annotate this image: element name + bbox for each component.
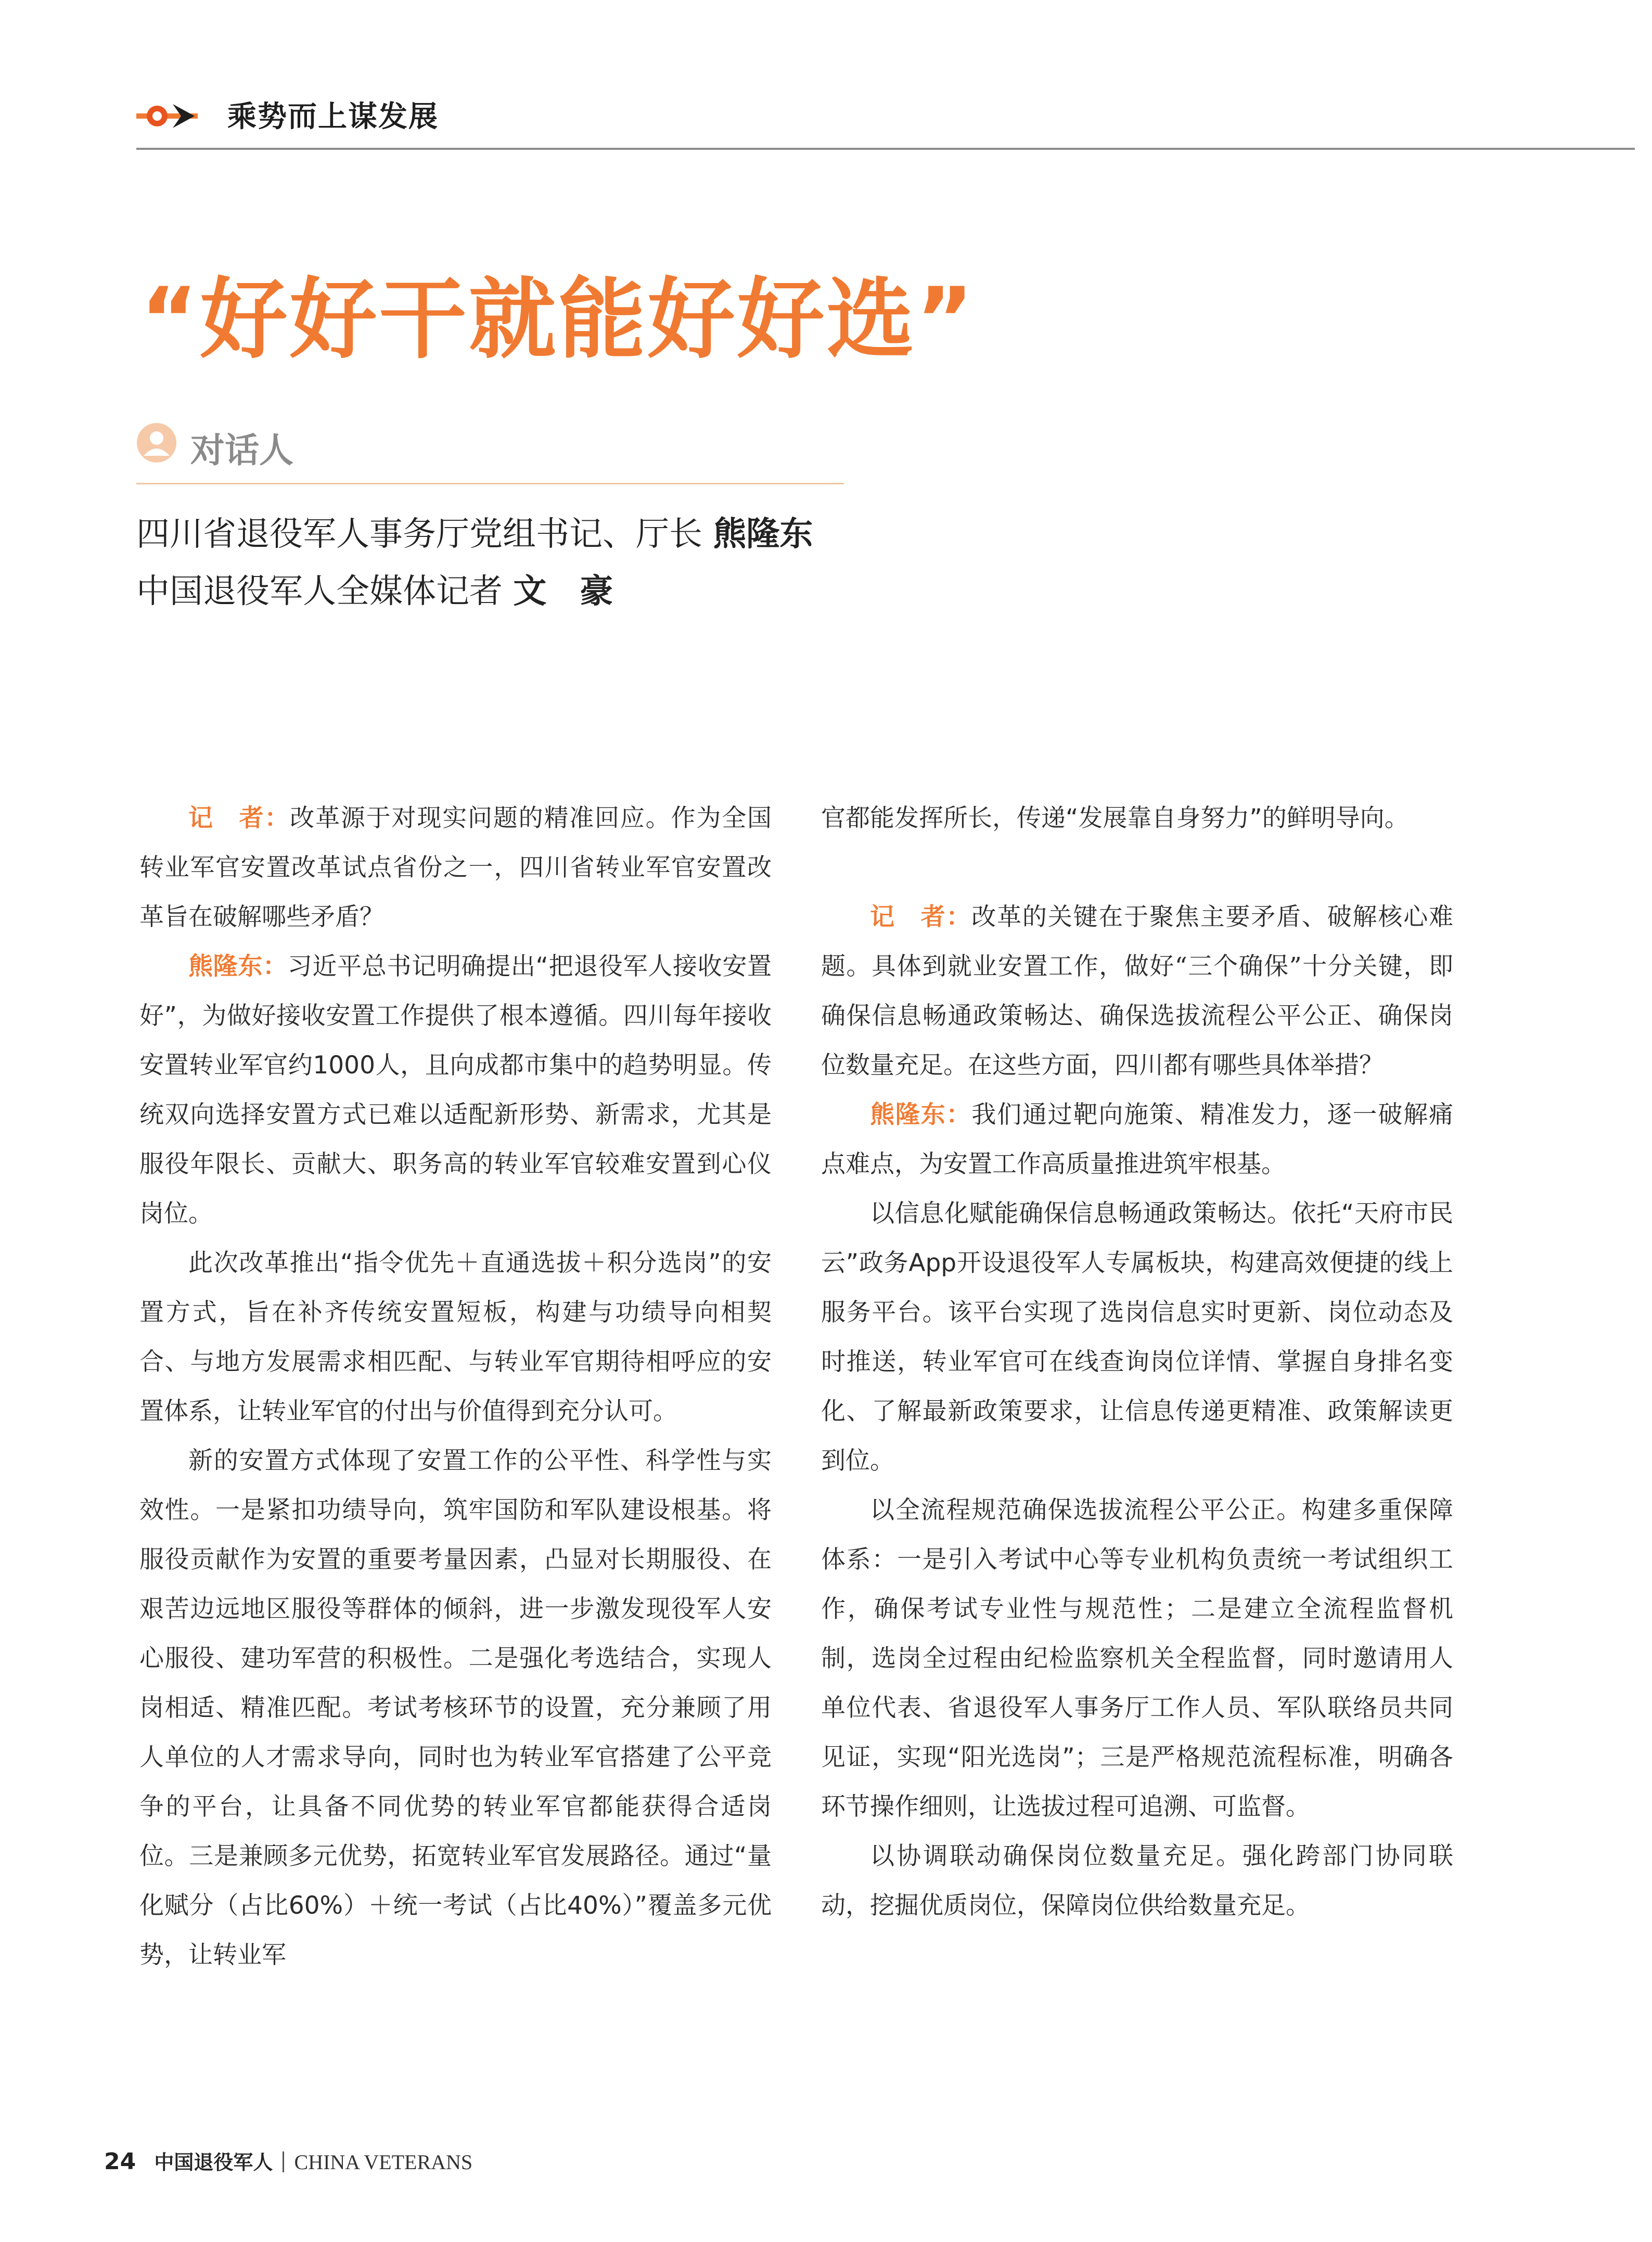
left-column (139, 793, 772, 1980)
speaker-reporter: 记 者： (188, 804, 290, 832)
header-divider (136, 148, 1635, 150)
footer-separator (283, 2151, 284, 2172)
page-header (136, 89, 1635, 151)
interviewee-title: 四川省退役军人事务厅党组书记、厅长 (136, 515, 713, 554)
answer-2-information: 以信息化赋能确保信息畅通政策畅达。依托“天府市民云”政务App开设退役军人专属板块，构建高效便捷的线上服务平台。该平台实现了选岗信息实时更新、岗位动态及时推送，转业军官可在线查询岗位详情、掌握自身排名变化、了解最新政策要求，让信息传递更精准、政策解读更到位。 (821, 1199, 1453, 1475)
article-title: “好好干就能好好选” (140, 268, 976, 370)
speaker-reporter: 记 者： (870, 903, 972, 931)
person-icon (136, 422, 177, 463)
right-column (821, 793, 1453, 1930)
dialog-label: 对话人 (190, 430, 293, 470)
answer-1-paragraph-3: 新的安置方式体现了安置工作的公平性、科学性与实效性。一是紧扣功绩导向，筑牢国防和军队建设根基。将服役贡献作为安置的重要考量因素，凸显对长期服役、在艰苦边远地区服役等群体的倾斜，进一步激发现役军人安心服役、建功军营的积极性。二是强化考选结合，实现人岗相适、精准匹配。考试考核环节的设置，充分兼顾了用人单位的人才需求导向，同时也为转业军官搭建了公平竞争的平台，让具备不同优势的转业军官都能获得合适岗位。三是兼顾多元优势，拓宽转业军官发展路径。通过“量化赋分（占比60%）＋统一考试（占比40%）”覆盖多元优势，让转业军 (139, 1446, 772, 1969)
speaker-xiong: 熊隆东： (870, 1100, 972, 1129)
answer-2 (821, 1090, 1453, 1189)
answer-1-continuation: 官都能发挥所长，传递“发展靠自身努力”的鲜明导向。 (821, 804, 1409, 832)
magazine-name-cn: 中国退役军人 (154, 2151, 273, 2174)
magazine-name-en: CHINA VETERANS (294, 2150, 473, 2174)
answer-1-paragraph-2: 此次改革推出“指令优先＋直通选拔＋积分选岗”的安置方式，旨在补齐传统安置短板，构建与功绩导向相契合、与地方发展需求相匹配、与转业军官期待相呼应的安置体系，让转业军官的付出与价值得到充分认可。 (139, 1249, 772, 1426)
reporter-name: 文 豪 (513, 572, 613, 611)
dialog-divider (136, 483, 844, 484)
interviewee-line (136, 507, 813, 555)
paragraph-gap (821, 843, 1453, 892)
answer-1 (139, 942, 772, 1238)
speaker-xiong: 熊隆东： (188, 952, 288, 981)
section-title: 乘势而上谋发展 (227, 100, 439, 134)
question-2-text: 改革的关键在于聚焦主要矛盾、破解核心难题。具体到就业安置工作，做好“三个确保”十分关键，即确保信息畅通政策畅达、确保选拔流程公平公正、确保岗位数量充足。在这些方面，四川都有哪些具体举措？ (821, 903, 1454, 1080)
interviewee-name: 熊隆东 (713, 515, 813, 554)
page-footer (104, 2146, 472, 2183)
question-1 (139, 793, 772, 942)
reporter-title: 中国退役军人全媒体记者 (136, 572, 514, 611)
magazine-logo-icon (136, 96, 199, 137)
question-1-text: 改革源于对现实问题的精准回应。作为全国转业军官安置改革试点省份之一，四川省转业军官安置改革旨在破解哪些矛盾？ (139, 804, 772, 931)
reporter-line (136, 565, 613, 612)
question-2 (821, 892, 1453, 1090)
answer-2-coordination: 以协调联动确保岗位数量充足。强化跨部门协同联动，挖掘优质岗位，保障岗位供给数量充足。 (821, 1842, 1453, 1920)
page-number: 24 (104, 2148, 136, 2175)
answer-2-process: 以全流程规范确保选拔流程公平公正。构建多重保障体系：一是引入考试中心等专业机构负责统一考试组织工作，确保考试专业性与规范性；二是建立全流程监督机制，选岗全过程由纪检监察机关全程监督，同时邀请用人单位代表、省退役军人事务厅工作人员、军队联络员共同见证，实现“阳光选岗”；三是严格规范流程标准，明确各环节操作细则，让选拔过程可追溯、可监督。 (821, 1496, 1453, 1821)
answer-1-text: 习近平总书记明确提出“把退役军人接收安置好”，为做好接收安置工作提供了根本遵循。四川每年接收安置转业军官约1000人，且向成都市集中的趋势明显。传统双向选择安置方式已难以适配新形势、新需求，尤其是服役年限长、贡献大、职务高的转业军官较难安置到心仪岗位。 (139, 952, 772, 1228)
answer-2-text: 我们通过靶向施策、精准发力，逐一破解痛点难点，为安置工作高质量推进筑牢根基。 (821, 1100, 1454, 1178)
